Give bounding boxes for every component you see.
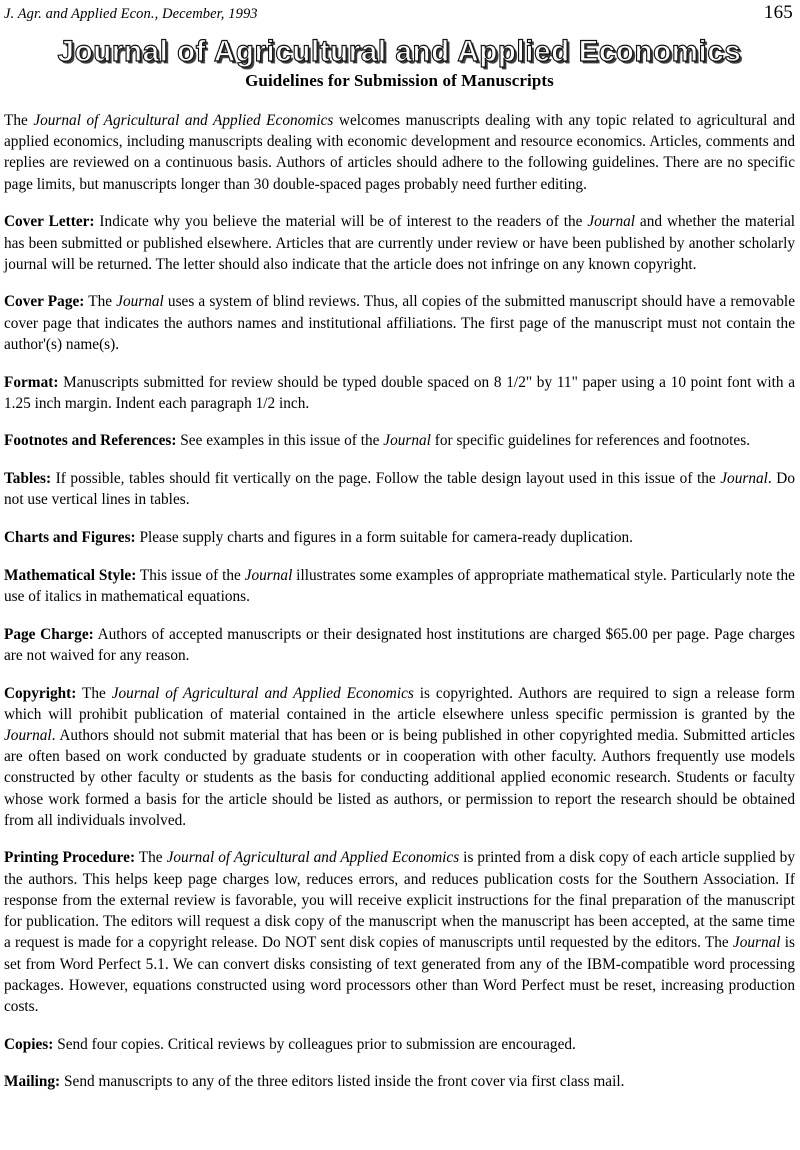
text-run: welcomes manuscripts dealing with any topic related to agricultural and applied economics, including manuscripts dealing with economic development and resource economics. Articles, comments and replies are reviewed on a continuous basis. Authors of articles should adhere to the following guidelines. There are no specific page limits, but manuscripts longer than 30 double-spaced pages probably need further editing. bbox=[4, 112, 796, 193]
text-run: illustrates some examples of appropriate mathematical style. Particularly note the use of italics in mathematical equations. bbox=[4, 566, 795, 605]
running-head-citation: J. Agr. and Applied Econ., December, 1993 bbox=[4, 6, 258, 22]
text-run: is printed from a disk copy of each article supplied by the authors. This helps keep page charges low, reduces errors, and reduces publication costs for the Southern Association. If response from the external review is favorable, you will receive explicit instructions for the final preparation of the manuscript for publication. The editors will request a disk copy of the manuscript when the manuscript has been accepted, at the same time a request is made for a copyright release. Do NOT sent disk copies of manuscripts until requested by the editors. The bbox=[4, 849, 795, 952]
journal-name-italic: Journal bbox=[4, 726, 52, 744]
journal-name-italic: Journal bbox=[244, 566, 293, 584]
text-run: Please supply charts and figures in a form suitable for camera-ready duplication. bbox=[135, 529, 634, 547]
journal-name-italic: Journal bbox=[587, 213, 636, 231]
section-label: Format: bbox=[4, 373, 59, 391]
section-format bbox=[4, 372, 795, 414]
text-run: The bbox=[76, 684, 112, 702]
section-label: Charts and Figures: bbox=[4, 529, 136, 547]
page-title: Guidelines for Submission of Manuscripts bbox=[245, 71, 554, 90]
section-label: Mathematical Style: bbox=[4, 566, 137, 584]
text-run: Send four copies. Critical reviews by colleagues prior to submission are encouraged. bbox=[53, 1035, 576, 1053]
text-run: See examples in this issue of the bbox=[176, 432, 384, 450]
section-label: Mailing: bbox=[4, 1073, 61, 1091]
document-body bbox=[4, 110, 795, 1093]
text-run: and whether the material has been submitted or published elsewhere. Articles that are currently under review or have been published by another scholarly journal will be returned. The letter should also indicate that the article does not infringe on any known copyright. bbox=[4, 213, 795, 273]
section-cover-page bbox=[4, 291, 795, 355]
section-copyright bbox=[4, 683, 795, 831]
text-run: is set from Word Perfect 5.1. We can convert disks consisting of text generated from any of the IBM-compatible word processing packages. However, equations constructed using word processors other than Word Perfect must be reset, increasing production costs. bbox=[4, 934, 795, 1015]
section-label: Footnotes and References: bbox=[4, 432, 177, 450]
journal-name-italic: Journal of Agricultural and Applied Economics bbox=[111, 684, 414, 702]
section-label: Copies: bbox=[4, 1035, 54, 1053]
text-run: is copyrighted. Authors are required to sign a release form which will prohibit publication of material contained in the article elsewhere unless specific permission is granted by the bbox=[4, 684, 795, 723]
section-mathematical-style bbox=[4, 565, 795, 607]
text-run: If possible, tables should fit vertically on the page. Follow the table design layout used in this issue of the bbox=[51, 470, 721, 488]
journal-name-italic: Journal bbox=[720, 470, 768, 488]
section-charts-and-figures bbox=[4, 527, 795, 548]
text-run: Indicate why you believe the material will be of interest to the readers of the bbox=[94, 213, 588, 231]
text-run: This issue of the bbox=[136, 566, 245, 584]
section-label: Page Charge: bbox=[4, 625, 94, 643]
text-run: Manuscripts submitted for review should be typed double spaced on 8 1/2" by 11" paper using a 10 point font with a 1.25 inch margin. Indent each paragraph 1/2 inch. bbox=[4, 373, 795, 412]
section-label: Copyright: bbox=[4, 684, 77, 702]
section-copies bbox=[4, 1034, 795, 1055]
text-run: for specific guidelines for references and footnotes. bbox=[430, 432, 751, 450]
section-cover-letter bbox=[4, 211, 795, 275]
section-footnotes-and-references bbox=[4, 430, 795, 451]
section-label: Printing Procedure: bbox=[4, 849, 136, 867]
journal-name-italic: Journal of Agricultural and Applied Economics bbox=[33, 112, 334, 129]
running-head bbox=[4, 4, 795, 24]
section-label: Tables: bbox=[4, 470, 52, 488]
text-run: Authors of accepted manuscripts or their designated host institutions are charged $65.00 per page. Page charges are not waived for any reason. bbox=[4, 625, 796, 664]
section-printing-procedure bbox=[4, 847, 795, 1017]
journal-name-italic: Journal of Agricultural and Applied Economics bbox=[166, 849, 460, 867]
journal-name-italic: Journal bbox=[732, 934, 781, 952]
journal-name-italic: Journal bbox=[383, 432, 431, 450]
section-page-charge bbox=[4, 624, 795, 666]
journal-title: Journal of Agricultural and Applied Economics bbox=[57, 35, 742, 68]
text-run: The bbox=[84, 293, 117, 311]
section-label: Cover Letter: bbox=[4, 213, 95, 231]
text-run: . Do not use vertical lines in tables. bbox=[4, 470, 796, 509]
text-run: The bbox=[135, 849, 167, 867]
masthead bbox=[4, 36, 795, 91]
section-mailing bbox=[4, 1071, 795, 1092]
journal-name-italic: Journal bbox=[116, 293, 164, 311]
text-run: Send manuscripts to any of the three editors listed inside the front cover via first class mail. bbox=[60, 1073, 625, 1091]
text-run: uses a system of blind reviews. Thus, all copies of the submitted manuscript should have a removable cover page that indicates the authors names and institutional affiliations. The first page of the manuscript must not contain the author'(s) name(s). bbox=[4, 293, 795, 353]
section-tables bbox=[4, 468, 795, 510]
page-number: 165 bbox=[763, 2, 793, 23]
text-run: The bbox=[4, 112, 34, 129]
paragraph-intro bbox=[4, 110, 795, 195]
section-label: Cover Page: bbox=[4, 293, 85, 311]
text-run: . Authors should not submit material that has been or is being published in other copyrighted media. Submitted articles are often based on work conducted by graduate students or in cooperation with other faculty. Authors frequently use models constructed by other faculty or students as the basis for conducting additional applied economic research. Students or faculty whose work formed a basis for the article should be listed as authors, or permission to report the research should be obtained from all individuals involved. bbox=[4, 726, 795, 829]
